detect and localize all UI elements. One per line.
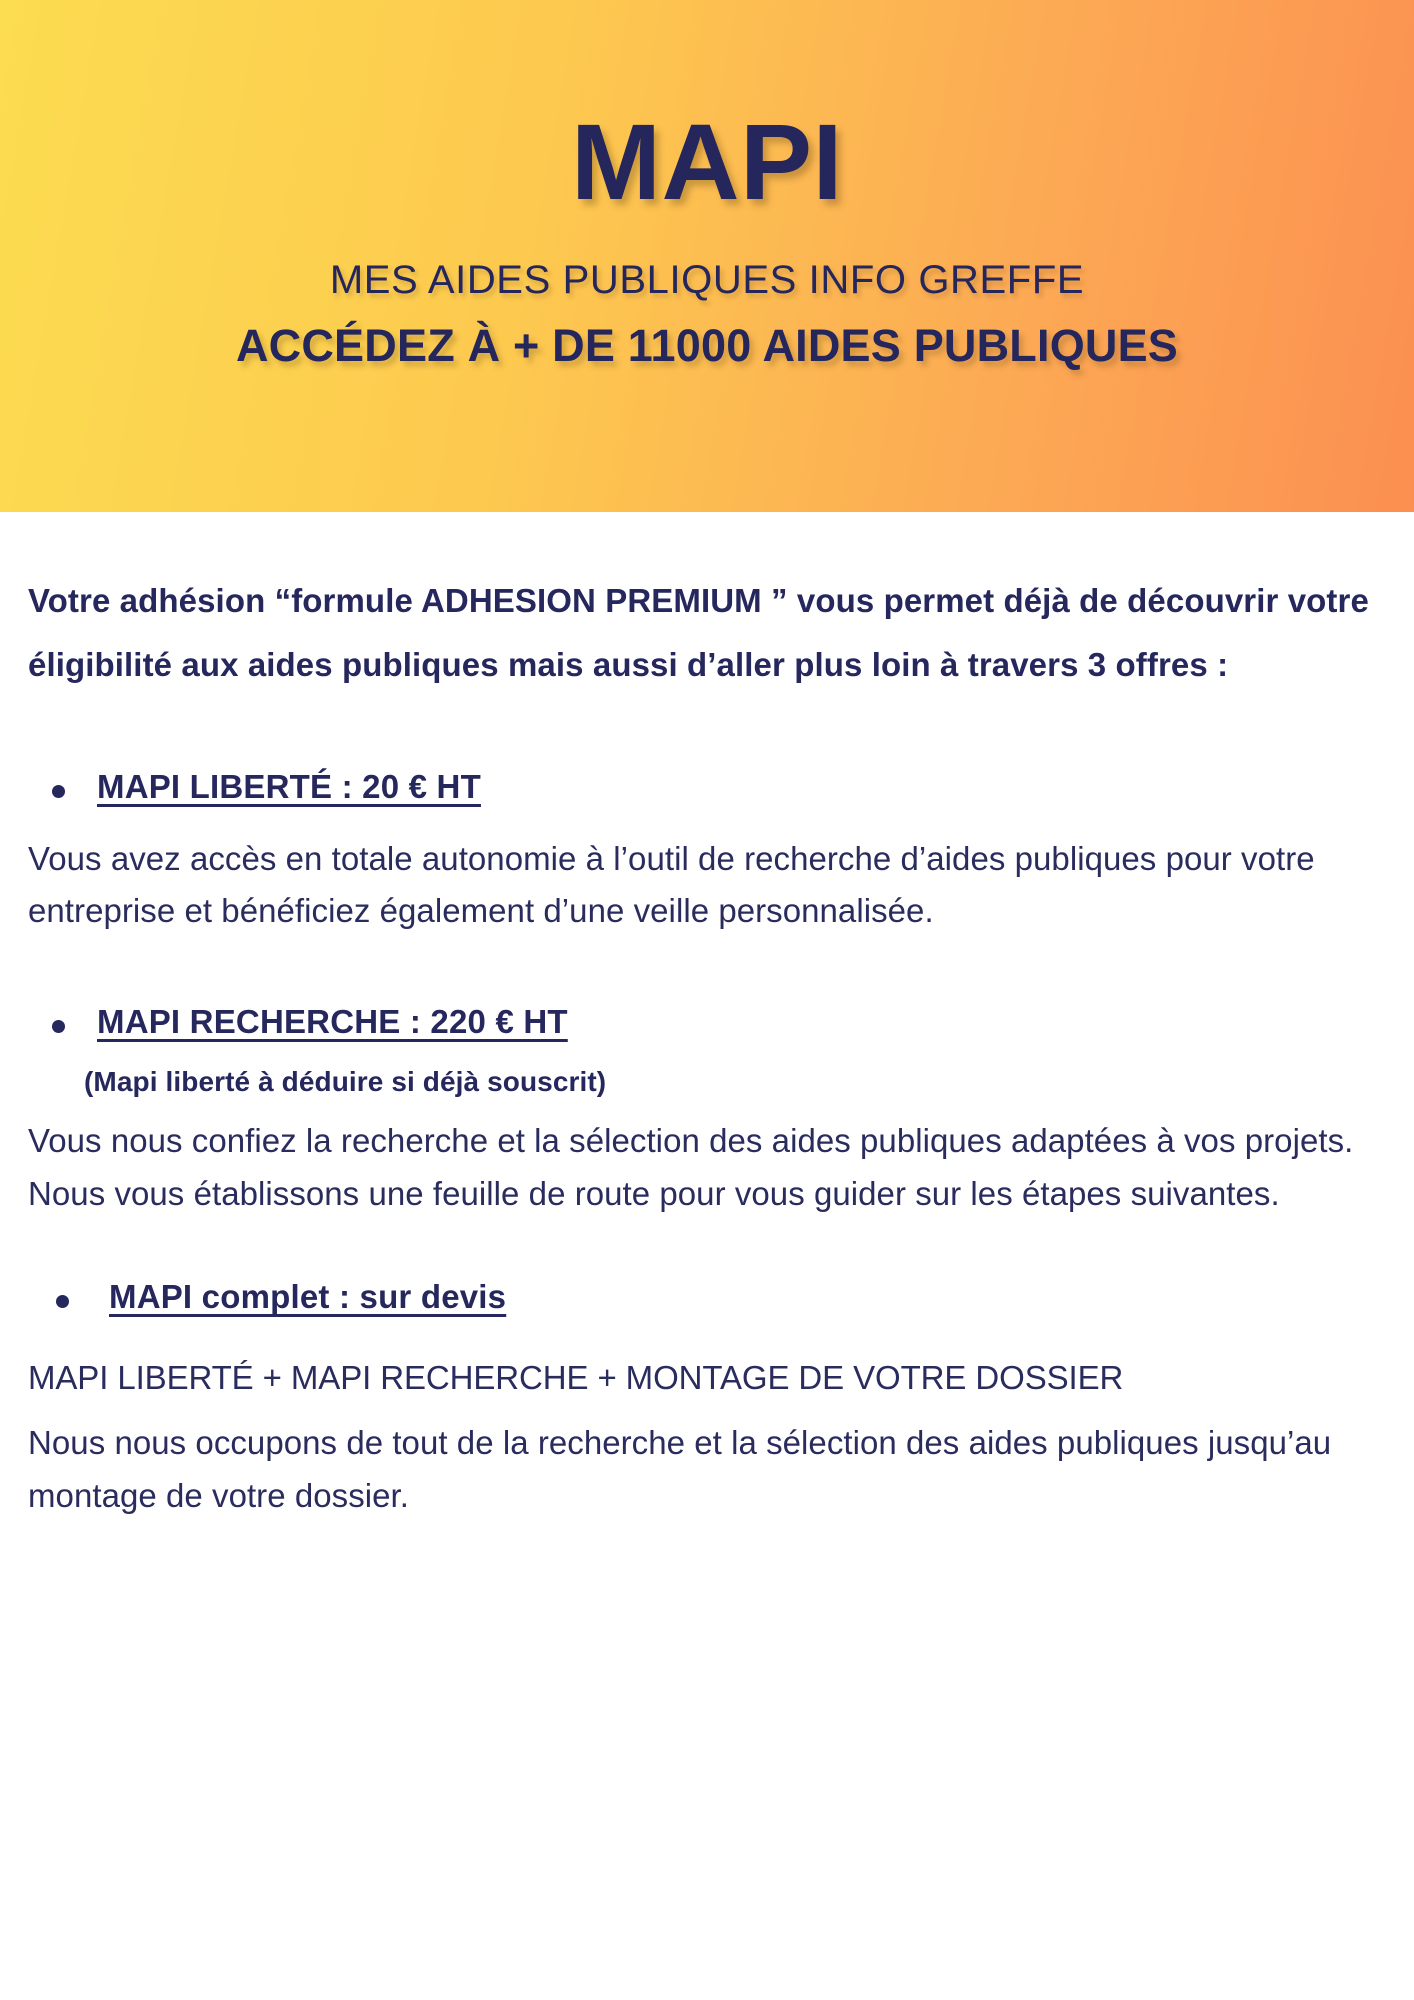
offer-heading-row bbox=[28, 1220, 1386, 1318]
header-banner bbox=[0, 0, 1414, 512]
offer-title-liberte: MAPI LIBERTÉ : 20 € HT bbox=[97, 768, 481, 806]
offer-description-recherche: Vous nous confiez la recherche et la sélection des aides publiques adaptées à vos projets. Nous vous établissons une feuille de route pour vous guider sur les étapes suivantes. bbox=[28, 1121, 1354, 1212]
brand-subtitle: MES AIDES PUBLIQUES INFO GREFFE bbox=[329, 258, 1085, 302]
offer-title-recherche: MAPI RECHERCHE : 220 € HT bbox=[97, 1003, 568, 1041]
offer-note-recherche: (Mapi liberté à déduire si déjà souscrit) bbox=[84, 1066, 607, 1098]
offer-title-complet: MAPI complet : sur devis bbox=[109, 1278, 507, 1316]
offer-description-liberte: Vous avez accès en totale autonomie à l’outil de recherche d’aides publiques pour votre entreprise et bénéficiez également d’une veille personnalisée. bbox=[28, 839, 1315, 930]
offer-block-liberte bbox=[28, 696, 1386, 938]
offer-summary-complet: MAPI LIBERTÉ + MAPI RECHERCHE + MONTAGE DE VOTRE DOSSIER bbox=[28, 1358, 1124, 1396]
brand-title: MAPI bbox=[571, 101, 843, 222]
intro-paragraph: Votre adhésion “formule ADHESION PREMIUM ” vous permet déjà de découvrir votre éligibilité aux aides publiques mais aussi d’aller plus loin à travers 3 offres : bbox=[28, 582, 1369, 683]
offer-heading-row bbox=[28, 938, 1386, 1043]
bullet-point-icon bbox=[52, 785, 65, 798]
brand-tagline: ACCÉDEZ À + DE 11000 AIDES PUBLIQUES bbox=[235, 320, 1179, 371]
bullet-point-icon bbox=[56, 1295, 69, 1308]
offer-block-complet bbox=[28, 1220, 1386, 1522]
offer-heading-row bbox=[28, 696, 1386, 808]
offer-description-complet: Nous nous occupons de tout de la recherche et la sélection des aides publiques jusqu’au montage de votre dossier. bbox=[28, 1423, 1332, 1514]
document-body bbox=[0, 512, 1414, 1522]
offer-block-recherche bbox=[28, 938, 1386, 1220]
bullet-point-icon bbox=[52, 1020, 65, 1033]
